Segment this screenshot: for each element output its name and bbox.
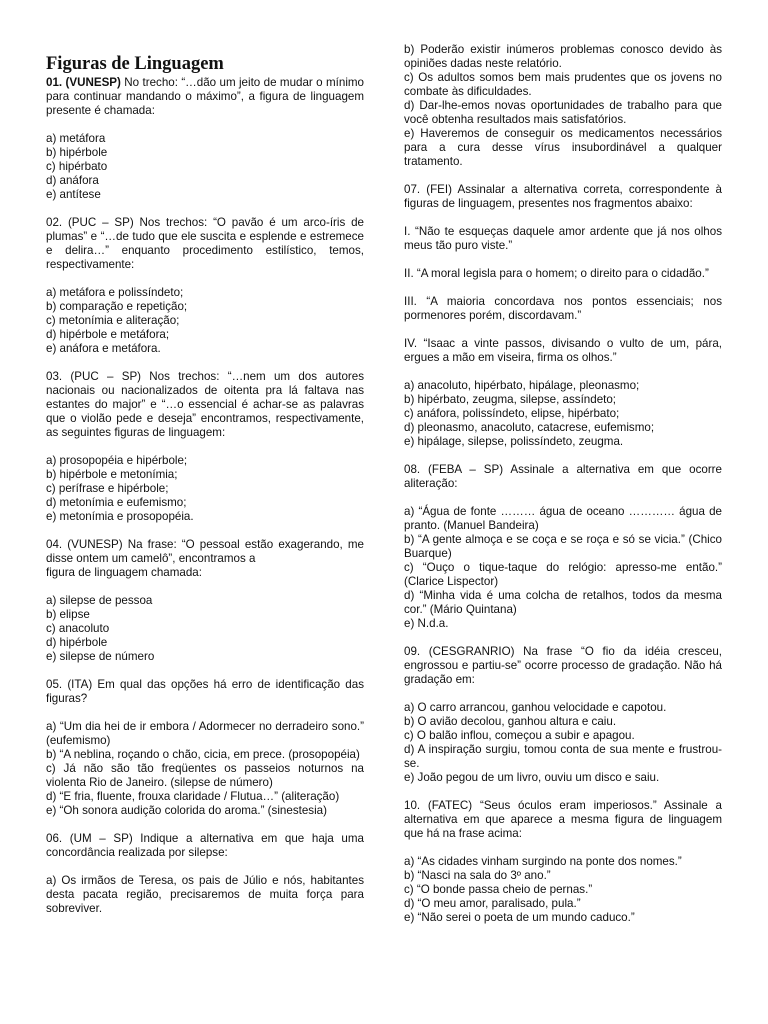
option: c) hipérbato <box>46 160 108 173</box>
fragment: III. “A maioria concordava nos pontos essenciais; nos pormenores porém, discordavam.” <box>404 295 722 322</box>
option: c) metonímia e aliteração; <box>46 314 180 327</box>
options-list <box>46 874 364 916</box>
option: b) hipérbole e metonímia; <box>46 468 178 481</box>
option: d) “E fria, fluente, frouxa claridade / Flutua…” (aliteração) <box>46 790 340 803</box>
option: e) “Oh sonora audição colorida do aroma.” (sinestesia) <box>46 804 327 817</box>
option: d) anáfora <box>46 174 99 187</box>
option: a) silepse de pessoa <box>46 594 153 607</box>
option: a) metáfora <box>46 132 106 145</box>
option: c) anacoluto <box>46 622 110 635</box>
question-stem: 06. (UM – SP) Indique a alternativa em que haja uma concordância realizada por silepse: <box>46 832 364 859</box>
option: e) antítese <box>46 188 101 201</box>
option: e) Haveremos de conseguir os medicamentos necessários para a cura desse vírus insubordinável a qualquer tratamento. <box>404 127 722 168</box>
question-stem: 08. (FEBA – SP) Assinale a alternativa em que ocorre aliteração: <box>404 463 722 490</box>
option: c) “O bonde passa cheio de pernas.” <box>404 883 593 896</box>
option: c) perífrase e hipérbole; <box>46 482 169 495</box>
question-stem: 07. (FEI) Assinalar a alternativa correta, correspondente à figuras de linguagem, presentes nos fragmentos abaixo: <box>404 183 722 210</box>
option: b) “A gente almoça e se coça e se roça e só se vicia.” (Chico Buarque) <box>404 533 722 560</box>
option: b) elipse <box>46 608 90 621</box>
question-08 <box>404 463 722 631</box>
option: d) metonímia e eufemismo; <box>46 496 187 509</box>
fragment: I. “Não te esqueças daquele amor ardente que já nos olhos meus tão puro viste.” <box>404 225 722 252</box>
question-stem: 03. (PUC – SP) Nos trechos: “…nem um dos autores nacionais ou nacionalizados de oitenta pra lá faltava nas estantes do major” e “…o essencial é achar-se as palavras que o violão pede e deseja” encontramos, respectivamente, as seguintes figuras de linguagem: <box>46 370 364 439</box>
option: d) Dar-lhe-emos novas oportunidades de trabalho para que você obtenha resultados mais satisfatórios. <box>404 99 722 126</box>
left-column <box>46 0 364 916</box>
question-09 <box>404 645 722 785</box>
option: c) O balão inflou, começou a subir e apagou. <box>404 729 635 742</box>
question-stem-continued: figura de linguagem chamada: <box>46 566 202 579</box>
option: b) hipérbato, zeugma, silepse, assíndeto; <box>404 393 617 406</box>
option: b) hipérbole <box>46 146 108 159</box>
option: b) “Nasci na sala do 3º ano.” <box>404 869 551 882</box>
option: a) “Água de fonte ……… água de oceano ………… água de pranto. (Manuel Bandeira) <box>404 505 722 532</box>
question-stem: 05. (ITA) Em qual das opções há erro de identificação das figuras? <box>46 678 364 705</box>
options-list <box>404 43 722 169</box>
option: b) “A neblina, roçando o chão, cicia, em prece. (prosopopéia) <box>46 748 360 761</box>
fragment: IV. “Isaac a vinte passos, divisando o vulto de um, pára, ergues a mão em viseira, firma os olhos.” <box>404 337 722 364</box>
question-stem <box>46 76 364 118</box>
question-number: 01. (VUNESP) <box>46 76 121 89</box>
question-stem: 04. (VUNESP) Na frase: “O pessoal estão exagerando, me disse ontem um camelô”, encontramos a <box>46 538 364 565</box>
option: e) N.d.a. <box>404 617 449 630</box>
right-column <box>404 0 722 925</box>
fragment: II. “A moral legisla para o homem; o direito para o cidadão.” <box>404 267 709 280</box>
question-stem: 09. (CESGRANRIO) Na frase “O fio da idéia cresceu, engrossou e partiu-se” ocorre processo de gradação. Não há gradação em: <box>404 645 722 686</box>
options-list <box>404 701 722 785</box>
option: b) comparação e repetição; <box>46 300 188 313</box>
option: d) “Minha vida é uma colcha de retalhos, todos da mesma cor.” (Mário Quintana) <box>404 589 722 616</box>
page-title: Figuras de Linguagem <box>46 54 224 74</box>
option: d) hipérbole <box>46 636 108 649</box>
option: e) hipálage, silepse, polissíndeto, zeugma. <box>404 435 624 448</box>
option: d) “O meu amor, paralisado, pula.” <box>404 897 581 910</box>
option: e) João pegou de um livro, ouviu um disco e saiu. <box>404 771 660 784</box>
question-text: No trecho: “…dão um jeito de mudar o mínimo para continuar mandando o máximo”, a figura de linguagem presente é chamada: <box>46 76 364 117</box>
option: c) “Ouço o tique-taque do relógio: apresso-me então.” (Clarice Lispector) <box>404 561 722 588</box>
question-stem: 02. (PUC – SP) Nos trechos: “O pavão é um arco-íris de plumas” e “…de tudo que ele suscita e esplende e estremece e delira…” enquanto procedimento estilístico, temos, respectivamente: <box>46 216 364 271</box>
option: e) silepse de número <box>46 650 155 663</box>
option: b) Poderão existir inúmeros problemas conosco devido às opiniões dadas neste relatório. <box>404 43 722 70</box>
option: c) Já não são tão freqüentes os passeios noturnos na violenta Rio de Janeiro. (silepse de número) <box>46 762 364 789</box>
question-02 <box>46 216 364 356</box>
options-list <box>46 286 364 356</box>
question-06 <box>46 832 364 916</box>
question-04 <box>46 538 364 664</box>
question-06-continued <box>404 43 722 169</box>
question-07 <box>404 183 722 449</box>
option: a) O carro arrancou, ganhou velocidade e capotou. <box>404 701 667 714</box>
options-list <box>46 132 364 202</box>
options-list <box>404 505 722 631</box>
question-01 <box>46 76 364 202</box>
options-list <box>46 454 364 524</box>
question-stem: 10. (FATEC) “Seus óculos eram imperiosos.” Assinale a alternativa em que aparece a mesma figura de linguagem que há na frase acima: <box>404 799 722 840</box>
option: c) anáfora, polissíndeto, elipse, hipérbato; <box>404 407 620 420</box>
options-list <box>404 379 722 449</box>
option: e) anáfora e metáfora. <box>46 342 161 355</box>
option: a) anacoluto, hipérbato, hipálage, pleonasmo; <box>404 379 640 392</box>
question-03 <box>46 370 364 524</box>
options-list <box>404 855 722 925</box>
option: d) pleonasmo, anacoluto, catacrese, eufemismo; <box>404 421 655 434</box>
option: b) O avião decolou, ganhou altura e caiu. <box>404 715 617 728</box>
option: a) prosopopéia e hipérbole; <box>46 454 188 467</box>
options-list <box>46 720 364 818</box>
option: a) metáfora e polissíndeto; <box>46 286 184 299</box>
option: c) Os adultos somos bem mais prudentes que os jovens no combate às dificuldades. <box>404 71 722 98</box>
option: e) metonímia e prosopopéia. <box>46 510 194 523</box>
option: d) hipérbole e metáfora; <box>46 328 170 341</box>
option: a) “As cidades vinham surgindo na ponte dos nomes.” <box>404 855 682 868</box>
option: d) A inspiração surgiu, tomou conta de sua mente e frustrou-se. <box>404 743 722 770</box>
option: e) “Não serei o poeta de um mundo caduco.” <box>404 911 635 924</box>
question-05 <box>46 678 364 818</box>
question-10 <box>404 799 722 925</box>
option: a) “Um dia hei de ir embora / Adormecer no derradeiro sono.” (eufemismo) <box>46 720 364 747</box>
options-list <box>46 594 364 664</box>
option: a) Os irmãos de Teresa, os pais de Júlio e nós, habitantes desta pacata região, precisaremos de muita força para sobreviver. <box>46 874 364 915</box>
